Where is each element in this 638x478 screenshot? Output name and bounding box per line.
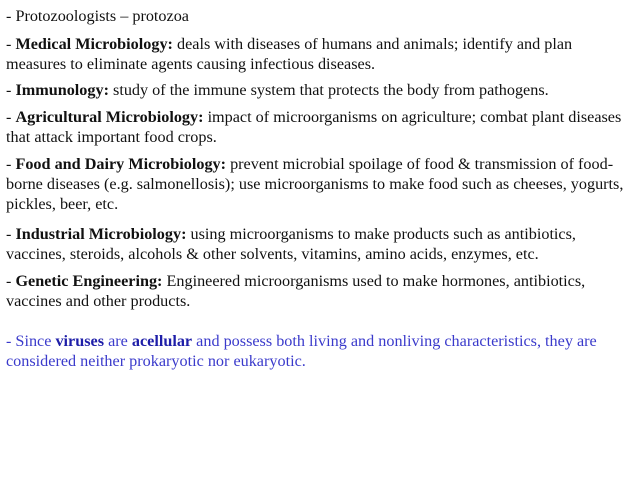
bullet-text: Engineered microorganisms used to make hormones, antibiotics, vaccines and other products. [6,272,586,310]
bullet-term: Medical Microbiology: [15,35,173,53]
bullet-prefix: - [6,35,16,53]
bullet-term: Food and Dairy Microbiology: [15,155,227,173]
bullet-text: study of the immune system that protects the body from pathogens. [108,81,549,99]
bullet-prefix: - [6,272,16,290]
bullet-text: using microorganisms to make products such as antibiotics, vaccines, steroids, alcohols & other solvents, vitamins, amino acids, enzymes, etc. [6,225,576,263]
bullet-text: prevent microbial spoilage of food & transmission of food-borne diseases (e.g. salmonellosis); use microorganisms to make food such as cheeses, yogurts, pickles, beer, etc. [6,155,624,213]
bullet-term: Immunology: [15,81,109,99]
bullet-agricultural-microbiology [6,107,634,147]
bullet-prefix: - [6,225,16,243]
bullet-immunology [6,80,634,100]
bullet-prefix: - [6,108,16,126]
note-mid: are [104,332,132,350]
bullet-prefix: - [6,155,16,173]
note-viruses [6,331,634,371]
bullet-food-dairy-microbiology [6,154,634,214]
bullet-protozoologists [6,6,634,26]
bullet-text: impact of microorganisms on agriculture; combat plant diseases that attack important food crops. [6,108,622,146]
bullet-industrial-microbiology [6,224,634,264]
bullet-term: Agricultural Microbiology: [15,108,204,126]
bullet-text: Protozoologists – protozoa [15,7,189,25]
bullet-term: Genetic Engineering: [15,272,163,290]
note-term-viruses: viruses [55,332,105,350]
note-prefix: - Since [6,332,56,350]
note-rest: and possess both living and nonliving characteristics, they are considered neither prokaryotic nor eukaryotic. [6,332,597,370]
bullet-medical-microbiology [6,34,634,74]
bullet-text: deals with diseases of humans and animals; identify and plan measures to eliminate agents causing infectious diseases. [6,35,573,73]
bullet-genetic-engineering [6,271,634,311]
bullet-prefix: - [6,81,16,99]
bullet-term: Industrial Microbiology: [15,225,187,243]
bullet-prefix: - [6,7,16,25]
note-term-acellular: acellular [131,332,193,350]
